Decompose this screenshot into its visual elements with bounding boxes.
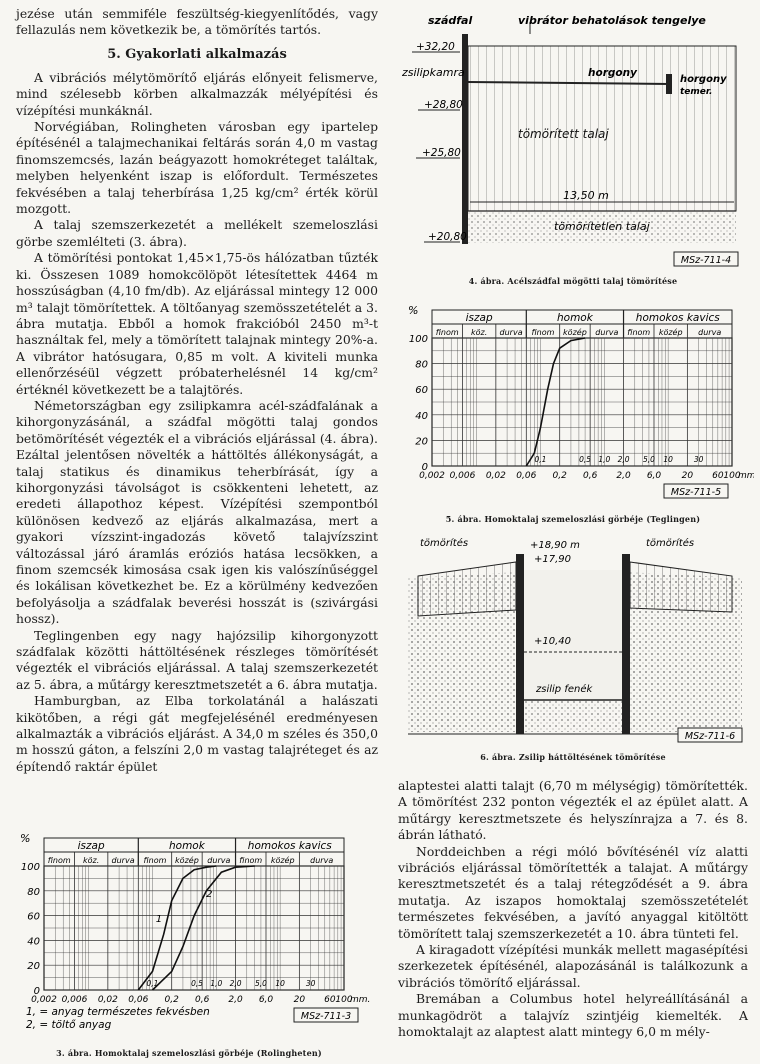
y-tick-label: 20 <box>415 436 428 448</box>
y-tick-label: 0 <box>421 462 428 473</box>
subgroup-label: közép <box>270 856 295 865</box>
figure-4 <box>398 4 748 286</box>
inner-tick-label: 0,1 <box>534 455 547 464</box>
paragraph: Hamburgban, az Elba torkolatánál a halászati kikötőben, a régi gát megfejelésénél eredményesen alkalmazták a vibrációs eljárást. A 34,0 m széles és 350,0 m hosszú gáton, a felszíni 2,0 m vastag talajréteget és az építendő raktár épület <box>16 693 378 774</box>
label-uncompacted: tömörítetlen talaj <box>554 220 650 233</box>
y-unit-label: % <box>408 304 419 317</box>
stamp: MSz-711-3 <box>300 1011 352 1022</box>
label-temer: temer. <box>680 87 713 97</box>
level-label: +17,90 <box>534 554 572 565</box>
label-horgony-temer: horgony <box>680 74 727 85</box>
subgroup-label: közép <box>175 856 199 865</box>
x-tick-label: 0,2 <box>552 471 567 481</box>
level-label: +32,20 <box>416 41 455 53</box>
level-label: +10,40 <box>534 636 572 647</box>
subgroup-label: durva <box>310 856 334 865</box>
level-label: +18,90 m <box>530 540 580 551</box>
x-tick-label: 0,06 <box>128 995 149 1005</box>
soil-group-label: iszap <box>465 312 493 324</box>
x-unit-label: mm <box>738 471 754 481</box>
soil-group-label: homokos kavics <box>635 312 720 324</box>
label-tomorites-left: tömörítés <box>420 538 469 549</box>
stamp: MSz-711-5 <box>670 487 722 498</box>
inner-tick-label: 5,0 <box>642 455 655 464</box>
y-tick-label: 40 <box>27 936 40 948</box>
subgroup-label: finom <box>435 328 459 337</box>
paragraph: Norddeichben a régi móló bővítésénél víz alatti vibrációs eljárással tömörítették a talajat. A műtárgy keresztmetszetét és a talaj rétegződését a 9. ábra mutatja. Az iszapos homoktalaj szemösszetételét természetes fekvésében, a javító anyaggal kitöltött tömörített talaj szemszerkezetét a 10. ábra tünteti fel. <box>398 843 748 941</box>
figure-caption: 3. ábra. Homoktalaj szemeloszlási görbéje (Rolingheten) <box>56 1048 322 1058</box>
label-tomorites-right: tömörítés <box>646 538 695 549</box>
label-fenek: zsilip fenék <box>536 684 593 695</box>
compacted-left <box>418 562 516 616</box>
legend-2: 2, = töltő anyag <box>26 1019 112 1031</box>
x-tick-label: 0,002 <box>419 471 445 481</box>
figure-caption: 4. ábra. Acélszádfal mögötti talaj tömörítése <box>468 276 678 286</box>
inner-tick-label: 30 <box>693 455 704 464</box>
y-tick-label: 0 <box>33 986 40 997</box>
x-tick-label: 2,0 <box>616 471 631 481</box>
x-tick-label: 100 <box>723 471 741 481</box>
y-tick-label: 60 <box>415 385 428 397</box>
level-label: +25,80 <box>422 147 461 159</box>
sheetpile-diagram <box>398 4 748 270</box>
paragraph: Bremában a Columbus hotel helyreállításánál a munkagödröt a talajvíz szintjéig kiemelték. A homoktalajt az alaptest alatt mintegy 6,0 m mély- <box>398 991 748 1040</box>
inner-tick-label: 1,0 <box>210 979 223 988</box>
y-tick-label: 20 <box>27 961 40 973</box>
x-unit-label: mm. <box>350 995 371 1005</box>
paragraph: Németországban egy zsilipkamra acél-szádfalának a kihorgonyzásánál, a szádfal mögötti talaj gondos betömörítését végezték el a vibrációs eljárással (4. ábra). Ezáltal jelentősen növelték a háttöltés állékonyságát, a talaj statikus és dinamikus teherbírását, így a kihorgonyzási távolságot is csökkenteni lehetett, az eredeti állapothoz képest. Vízépítési szempontból különösen kedvező az eljárás alkalmazása, mert a gyakori vízszint-ingadozás követő talajvízszint változással járó áramlás eróziós hatása lecsökken, a finom szemcsék kimosása csak igen kis valószínűséggel és lokálisan következhet be. Ez a körülmény kedvezően befolyásolja a szádfalak beverési hosszát is (szivárgási hossz). <box>16 397 378 627</box>
subgroup-label: durva <box>207 856 231 865</box>
legend-1: 1, = anyag természetes fekvésben <box>26 1006 210 1018</box>
grain-chart-fig3 <box>6 832 372 1044</box>
label-szadfal: szádfal <box>428 14 473 27</box>
grain-chart-fig5 <box>392 302 754 510</box>
x-tick-label: 0,002 <box>31 995 57 1005</box>
inner-tick-label: 30 <box>305 979 316 988</box>
inner-tick-label: 2,0 <box>229 979 242 988</box>
subgroup-label: durva <box>499 328 523 337</box>
inner-tick-label: 5,0 <box>254 979 267 988</box>
paragraph: A kiragadott vízépítési munkák mellett magasépítési szerkezetek építésénél, alapozásánál is találkozunk a vibrációs tömörítő eljárással. <box>398 942 748 990</box>
subgroup-label: durva <box>595 328 619 337</box>
subgroup-label: durva <box>698 328 722 337</box>
paragraph: A tömörítési pontokat 1,45×1,75-ös hálózatban tűzték ki. Összesen 1089 homokcölöpöt létesítettek 4464 m hosszúságban (4,10 fm/db). Az eljárással mintegy 12 000 m³ talajt tömörítettek. A töltőanyag szemösszetételét a 3. ábra mutatja. Ebből a homok frakcióból 2450 m³-t használtak fel, mely a tömörített talajnak mintegy 20%-a. A vibrátor hatósugara, 0,85 m volt. A kiviteli munka ellenőrzéséül végzett próbaterhelésnél 14 kg/cm² értéknél következett be a talajtörés. <box>16 250 378 397</box>
x-tick-label: 0,6 <box>582 471 598 481</box>
level-label: +20,80 <box>428 231 467 243</box>
paragraph: Norvégiában, Rolingheten városban egy iparteleр építésénél a talajmechanikai feltárás során 4,0 m vastag finomszemcsés, lazán beágyazott homokréteget találtak, melyben helyenként iszap is előfordult. Természetes fekvésében a talaj teherbírása 1,25 kg/cm² érték körül mozgott. <box>16 119 378 217</box>
level-label: +28,80 <box>424 99 463 111</box>
paragraph: alaptestei alatti talajt (6,70 m mélységig) tömörítették. A tömörítést 232 ponton végezték el az épület alatt. A műtárgy keresztmetszete és helyszínrajza a 7. és 8. ábrán látható. <box>398 778 748 843</box>
label-zsilip: zsilipkamra <box>402 66 465 79</box>
paragraph: jezése után semmiféle feszültség-kiegyenlítődés, vagy fellazulás nem következik be, a tömörítés tartós. <box>16 6 378 38</box>
x-tick-label: 0,6 <box>194 995 210 1005</box>
subgroup-label: finom <box>531 328 555 337</box>
right-column <box>398 778 748 1041</box>
x-tick-label: 100 <box>335 995 353 1005</box>
x-tick-label: 0,02 <box>485 471 506 481</box>
x-tick-label: 6,0 <box>258 995 274 1005</box>
inner-tick-label: 10 <box>275 979 285 988</box>
stamp: MSz-711-6 <box>684 731 736 742</box>
wall-right <box>622 554 630 734</box>
figure-5 <box>392 302 754 524</box>
inner-tick-label: 0,5 <box>579 455 592 464</box>
x-tick-label: 0,06 <box>516 471 537 481</box>
series-label-2: 2 <box>206 889 213 900</box>
x-tick-label: 0,02 <box>97 995 118 1005</box>
x-tick-label: 0,006 <box>449 471 476 481</box>
y-tick-label: 40 <box>415 410 428 422</box>
subgroup-label: köz. <box>471 328 488 337</box>
section-heading: 5. Gyakorlati alkalmazás <box>107 46 287 62</box>
label-compacted: tömörített talaj <box>518 127 609 141</box>
subgroup-label: közép <box>563 328 587 337</box>
soil-group-label: homokos kavics <box>247 840 332 852</box>
subgroup-label: finom <box>47 856 71 865</box>
dimension-label: 13,50 m <box>563 189 609 202</box>
left-column <box>16 6 378 775</box>
inner-tick-label: 10 <box>663 455 673 464</box>
subgroup-label: durva <box>111 856 135 865</box>
figure-6 <box>398 532 748 762</box>
label-horgony: horgony <box>588 67 637 79</box>
label-axis: vibrátor behatolások tengelye <box>518 14 706 27</box>
soil-group-label: homok <box>557 312 593 324</box>
wall-left <box>516 554 524 734</box>
subgroup-label: finom <box>239 856 263 865</box>
x-tick-label: 60 <box>324 995 336 1005</box>
y-tick-label: 80 <box>27 886 40 898</box>
subgroup-label: finom <box>627 328 651 337</box>
inner-tick-label: 1,0 <box>598 455 611 464</box>
figure-caption: 5. ábra. Homoktalaj szemeloszlási görbéje (Teglingen) <box>445 514 701 524</box>
y-tick-label: 100 <box>20 862 40 873</box>
paragraph: Teglingenben egy nagy hajózsilip kihorgonyzott szádfalak közötti háttöltésének részleges tömörítését végezték el vibrációs eljárással. A talaj szemszerkezetét az 5. ábra, a műtárgy keresztmetszetét a 6. ábra mutatja. <box>16 627 378 692</box>
lock-chamber <box>524 570 622 700</box>
anchor-plate <box>666 74 672 94</box>
paragraph: A talaj szemszerkezetét a mellékelt szemeloszlási görbe szemlélteti (3. ábra). <box>16 217 378 249</box>
figure-caption: 6. ábra. Zsilip háttöltésének tömörítése <box>480 752 666 762</box>
subgroup-label: köz. <box>83 856 100 865</box>
series-label-1: 1 <box>155 913 163 925</box>
compacted-right <box>630 562 732 612</box>
inner-tick-label: 0,1 <box>146 979 159 988</box>
x-tick-label: 0,2 <box>164 995 179 1005</box>
x-tick-label: 20 <box>293 995 306 1005</box>
soil-group-label: homok <box>169 840 205 852</box>
lock-cross-section <box>398 532 748 748</box>
y-tick-label: 60 <box>27 911 40 923</box>
x-tick-label: 0,006 <box>61 995 88 1005</box>
soil-group-label: iszap <box>77 840 105 852</box>
y-unit-label: % <box>20 832 31 845</box>
y-tick-label: 80 <box>415 359 428 371</box>
stamp: MSz-711-4 <box>680 255 732 266</box>
inner-tick-label: 2,0 <box>617 455 630 464</box>
subgroup-label: finom <box>143 856 167 865</box>
y-tick-label: 100 <box>408 334 428 345</box>
x-tick-label: 2,0 <box>228 995 243 1005</box>
figure-3 <box>6 832 372 1058</box>
x-tick-label: 20 <box>681 471 694 481</box>
subgroup-label: közép <box>658 328 683 337</box>
foundation-soil <box>524 700 622 732</box>
paragraph: A vibrációs mélytömörítő eljárás előnyeit felismerve, mind szélesebb körben alkalmazzák mélyépítési és vízépítési munkáknál. <box>16 69 378 118</box>
x-tick-label: 6,0 <box>646 471 662 481</box>
inner-tick-label: 0,5 <box>191 979 204 988</box>
x-tick-label: 60 <box>712 471 724 481</box>
